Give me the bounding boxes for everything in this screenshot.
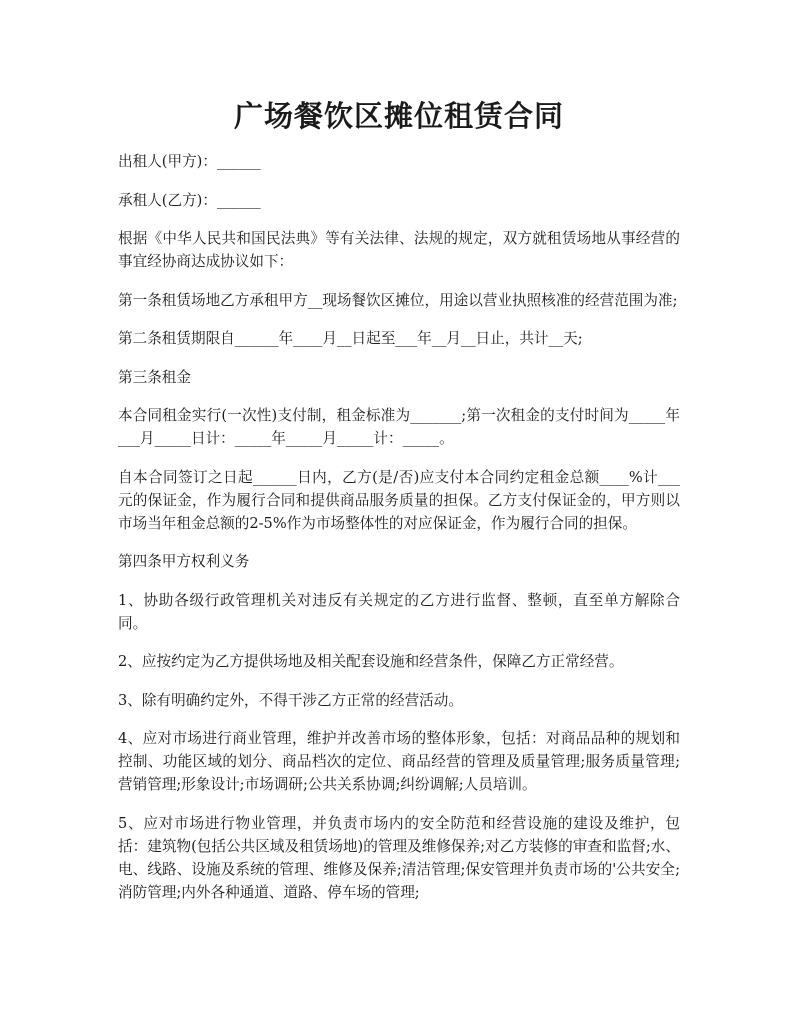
document-body: [118, 150, 680, 919]
lessor-duty-5: 5、应对市场进行物业管理，并负责市场内的安全防范和经营设施的建设及维护，包括：建筑物(包括公共区域及租赁场地)的管理及维修保养;对乙方装修的审查和监督;水、电、线路、设施及系统的管理、维修及保养;清洁管理;保安管理并负责市场的'公共安全;消防管理;内外各种通道、道路、停车场的管理;: [118, 814, 680, 901]
deposit-clause: 自本合同签订之日起______日内，乙方(是/否)应支付本合同约定租金总额____%计___元的保证金，作为履行合同和提供商品服务质量的担保。乙方支付保证金的，甲方则以市场当年租金总额的2-5%作为市场整体性的对应保证金，作为履行合同的担保。: [118, 468, 680, 532]
rent-payment: 本合同租金实行(一次性)支付制，租金标准为_______;第一次租金的支付时间为_____年___月_____日计：_____年_____月_____计：_____。: [118, 407, 680, 447]
article-4-heading: 第四条甲方权利义务: [118, 553, 250, 570]
article-1: 第一条租赁场地乙方承租甲方__现场餐饮区摊位，用途以营业执照核准的经营范围为准;: [118, 291, 678, 309]
lessor-duty-3: 3、除有明确约定外，不得干涉乙方正常的经营活动。: [118, 691, 463, 709]
preamble: 根据《中华人民共和国民法典》等有关法律、法规的规定，双方就租赁场地从事经营的事宜经协商达成协议如下：: [118, 230, 680, 270]
article-3-heading: 第三条租金: [118, 368, 191, 386]
lessor-duty-4: 4、应对市场进行商业管理，维护并改善市场的整体形象，包括：对商品品种的规划和控制、功能区域的划分、商品档次的定位、商品经营的管理及质量管理;服务质量管理;营销管理;形象设计;市场调研;公共关系协调;纠纷调解;人员培训。: [118, 730, 680, 793]
lessor-duty-1: 1、协助各级行政管理机关对违反有关规定的乙方进行监督、整顿，直至单方解除合同。: [118, 591, 680, 632]
article-2: 第二条租赁期限自______年____月__日起至___年__月__日止，共计__天;: [118, 330, 583, 347]
lessor-line: 出租人(甲方)：______: [118, 153, 261, 170]
lessee-line: 承租人(乙方)：______: [118, 191, 261, 209]
document-title: 广场餐饮区摊位租赁合同: [233, 99, 564, 133]
lessor-duty-2: 2、应按约定为乙方提供场地及相关配套设施和经营条件，保障乙方正常经营。: [118, 653, 624, 670]
